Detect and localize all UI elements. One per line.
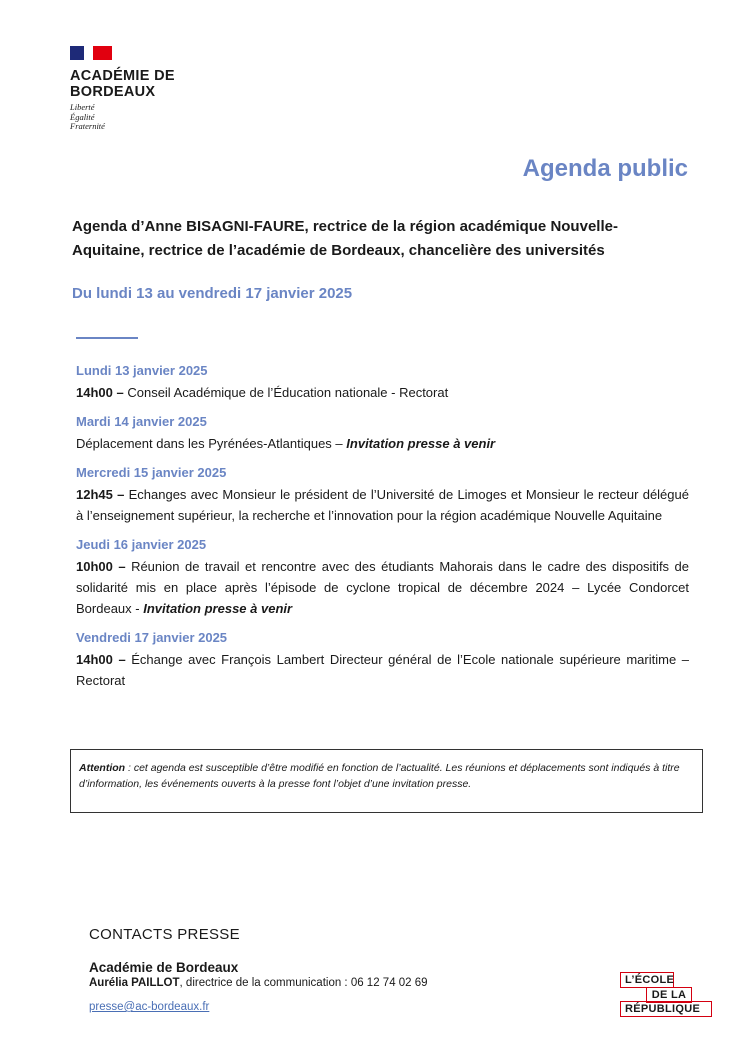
ecole-logo-line: DE LA (646, 987, 692, 1003)
entry-time: 10h00 – (76, 559, 132, 574)
press-contacts (89, 926, 539, 1015)
disclaimer-box (70, 749, 703, 813)
agenda-entry (76, 649, 689, 691)
entry-time: 14h00 – (76, 385, 128, 400)
accent-divider (76, 337, 138, 339)
agenda-entry: Déplacement dans les Pyrénées-Atlantiques – Invitation presse à venir (76, 436, 496, 451)
agenda-entry (76, 382, 689, 403)
day-title: Lundi 13 janvier 2025 (76, 363, 208, 378)
agenda-heading: Agenda d’Anne BISAGNI-FAURE, rectrice de la région académique Nouvelle-Aquitaine, rectrice de l’académie de Bordeaux, chancelière des universités (72, 218, 618, 259)
entry-time: 12h45 – (76, 487, 129, 502)
contact-name: Aurélia PAILLOT (89, 977, 180, 989)
ecole-logo-line: RÉPUBLIQUE (620, 1001, 712, 1017)
contact-role: , directrice de la communication : 06 12 74 02 69 (179, 977, 428, 989)
contacts-organization: Académie de Bordeaux (89, 960, 239, 975)
entry-text: Réunion de travail et rencontre avec des étudiants Mahorais dans le cadre des dispositifs de solidarité mis en place après l’épisode de cyclone tropical de décembre 2024 – Lycée Condorcet Bordeaux (76, 559, 689, 616)
motto (70, 103, 200, 132)
motto-line: Liberté (70, 102, 95, 112)
motto-line: Égalité (70, 111, 95, 122)
contact-email-link[interactable]: presse@ac-bordeaux.fr (89, 1001, 210, 1013)
entry-text: Echanges avec Monsieur le président de l’Université de Limoges et Monsieur le recteur délégué à l’enseignement supérieur, la recherche et l’innovation pour la région académique Nouvelle Aquitaine (76, 487, 689, 523)
entry-text: Conseil Académique de l’Éducation nationale - Rectorat (127, 385, 449, 400)
agenda-list (76, 362, 689, 701)
day-title: Mercredi 15 janvier 2025 (76, 465, 227, 480)
day-title: Vendredi 17 janvier 2025 (76, 630, 228, 645)
agenda-entry (76, 484, 689, 526)
entry-note: Invitation presse à venir (143, 601, 293, 616)
agenda-day (76, 362, 689, 403)
marianne-flag-icon (70, 46, 112, 60)
disclaimer-text: : cet agenda est susceptible d’être modifié en fonction de l’actualité. Les réunions et déplacements sont indiqués à titre d’information, les événements ouverts à la presse font l’objet d’une invitation presse. (79, 762, 680, 790)
day-title: Jeudi 16 janvier 2025 (76, 537, 207, 552)
entry-time: 14h00 – (76, 652, 132, 667)
institution-name: ACADÉMIE DE BORDEAUX (70, 68, 175, 100)
ecole-republique-logo (620, 972, 712, 1017)
entry-note: Invitation presse à venir (346, 436, 496, 451)
agenda-day (76, 536, 689, 619)
agenda-day (76, 629, 689, 691)
agenda-day (76, 413, 689, 454)
entry-text: Déplacement dans les Pyrénées-Atlantiques (76, 436, 332, 451)
contact-person (89, 977, 539, 989)
agenda-entry: 10h00 – Réunion de travail et rencontre avec des étudiants Mahorais dans le cadre des dispositifs de solidarité mis en place après l’épisode de cyclone tropical de décembre 2024 – Lycée Condorcet Bordeaux - Invitation presse à venir (76, 559, 689, 616)
motto-line: Fraternité (70, 121, 105, 131)
academie-logo (70, 46, 200, 132)
agenda-period: Du lundi 13 au vendredi 17 janvier 2025 (72, 285, 353, 302)
contacts-title: CONTACTS PRESSE (89, 926, 240, 943)
disclaimer-label: Attention (79, 762, 126, 774)
day-title: Mardi 14 janvier 2025 (76, 414, 207, 429)
agenda-day (76, 464, 689, 526)
document-title: Agenda public (522, 155, 688, 182)
ecole-logo-line: L’ÉCOLE (620, 972, 674, 988)
entry-text: Échange avec François Lambert Directeur général de l’Ecole nationale supérieure maritime – Rectorat (76, 652, 689, 688)
